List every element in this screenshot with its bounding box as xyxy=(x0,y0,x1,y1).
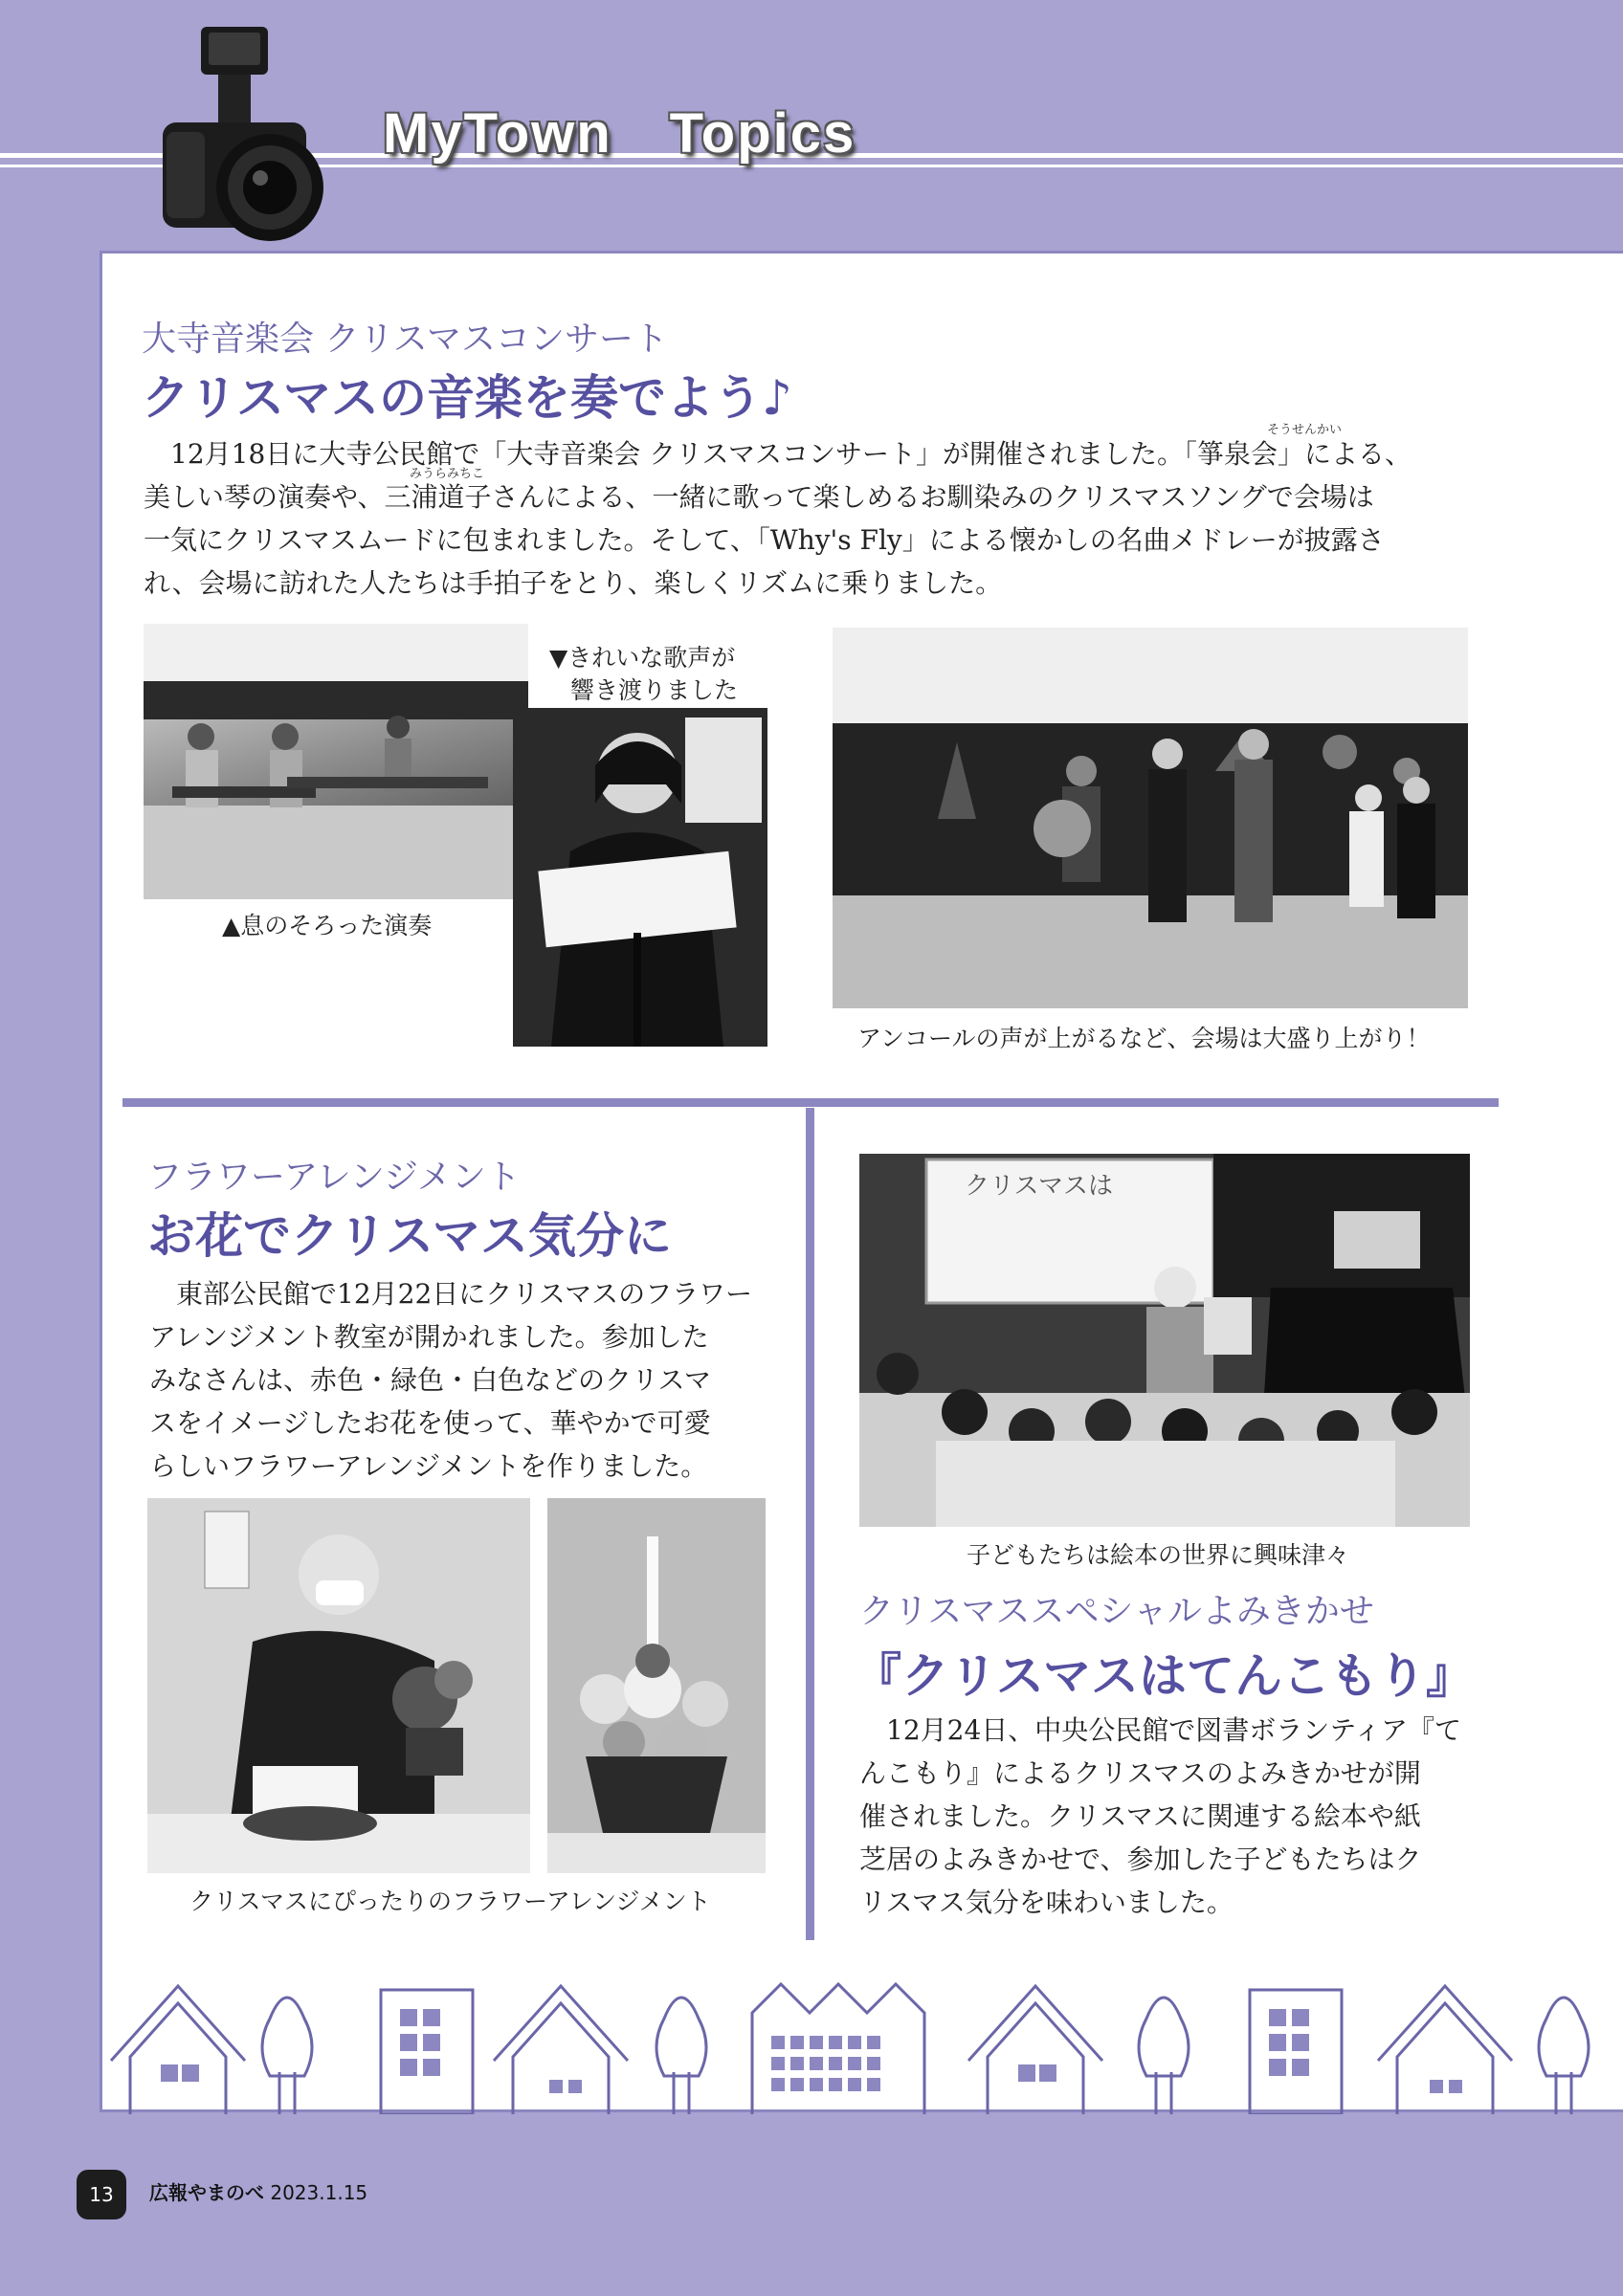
body-line: リスマス気分を味わいました。 xyxy=(859,1887,1234,1918)
article3-subtitle: クリスマススペシャルよみきかせ xyxy=(859,1592,1374,1631)
singer-caption-line1: ▼きれいな歌声が xyxy=(549,644,736,672)
body-line: 一気にクリスマスムードに包まれました。そして、「Why's Fly」による懐かしの名曲メドレーが披露さ xyxy=(144,524,1385,556)
koto-caption: ▲息のそろった演奏 xyxy=(222,912,433,939)
body-line: らしいフラワーアレンジメントを作りました。 xyxy=(149,1450,708,1482)
body-line: スをイメージしたお花を使って、華やかで可愛 xyxy=(149,1407,711,1439)
publication-name: 広報やまのべ xyxy=(149,2181,264,2204)
body-line: 催されました。クリスマスに関連する絵本や紙 xyxy=(859,1800,1421,1832)
article1-headline: クリスマスの音楽を奏でよう♪ xyxy=(142,370,792,426)
publication-info xyxy=(149,2177,367,2205)
article2-subtitle: フラワーアレンジメント xyxy=(147,1158,521,1197)
body-line: 東部公民館で12月22日にクリスマスのフラワー xyxy=(176,1278,753,1310)
article1-subtitle: 大寺音楽会 クリスマスコンサート xyxy=(142,320,669,359)
body-line: 芝居のよみきかせで、参加した子どもたちはク xyxy=(859,1843,1422,1875)
article2-headline: お花でクリスマス気分に xyxy=(147,1208,672,1264)
column-divider xyxy=(806,1108,814,1940)
whiteboard-text: クリスマスは xyxy=(965,1172,1113,1201)
article2-body xyxy=(149,1272,781,1488)
section-divider xyxy=(122,1098,1499,1107)
article3-body xyxy=(859,1709,1472,1924)
flower-caption: クリスマスにぴったりのフラワーアレンジメント xyxy=(189,1888,711,1915)
body-line: 美しい琴の演奏や、三浦道子さんによる、一緒に歌って楽しめるお馴染みのクリスマスソングで会場は xyxy=(144,481,1374,513)
page-number: 13 xyxy=(77,2170,126,2219)
body-line: みなさんは、赤色・緑色・白色などのクリスマ xyxy=(149,1364,711,1396)
body-line: 12月18日に大寺公民館で「大寺音楽会 クリスマスコンサート」が開催されました。「箏泉会」による、 xyxy=(170,438,1412,470)
storytelling-photo xyxy=(859,1154,1470,1527)
article1-body xyxy=(144,432,1502,605)
ruby-text: みうらみちこ xyxy=(410,467,485,481)
band-performance-photo xyxy=(833,628,1468,1008)
ruby-text: そうせんかい xyxy=(1267,423,1343,437)
publication-date: 2023.1.15 xyxy=(270,2181,368,2204)
flower-arranging-photo xyxy=(147,1498,530,1873)
singer-photo xyxy=(513,708,767,1047)
flower-arrangement-photo xyxy=(547,1498,766,1873)
band-caption: アンコールの声が上がるなど、会場は大盛り上がり！ xyxy=(857,1025,1431,1052)
camera-icon xyxy=(153,19,364,249)
singer-caption-line2: 響き渡りました xyxy=(570,676,739,704)
body-line: 12月24日、中央公民館で図書ボランティア『て xyxy=(886,1714,1462,1746)
body-line: んこもり』によるクリスマスのよみきかせが開 xyxy=(859,1757,1421,1789)
section-title: MyTown Topics xyxy=(383,102,856,165)
body-line: アレンジメント教室が開かれました。参加した xyxy=(149,1321,709,1353)
body-line: れ、会場に訪れた人たちは手拍子をとり、楽しくリズムに乗りました。 xyxy=(144,567,1003,599)
koto-performance-photo xyxy=(144,624,528,899)
article3-headline: 『クリスマスはてんこもり』 xyxy=(854,1648,1474,1704)
town-illustration xyxy=(101,1980,1623,2114)
storytelling-caption: 子どもたちは絵本の世界に興味津々 xyxy=(967,1541,1350,1569)
